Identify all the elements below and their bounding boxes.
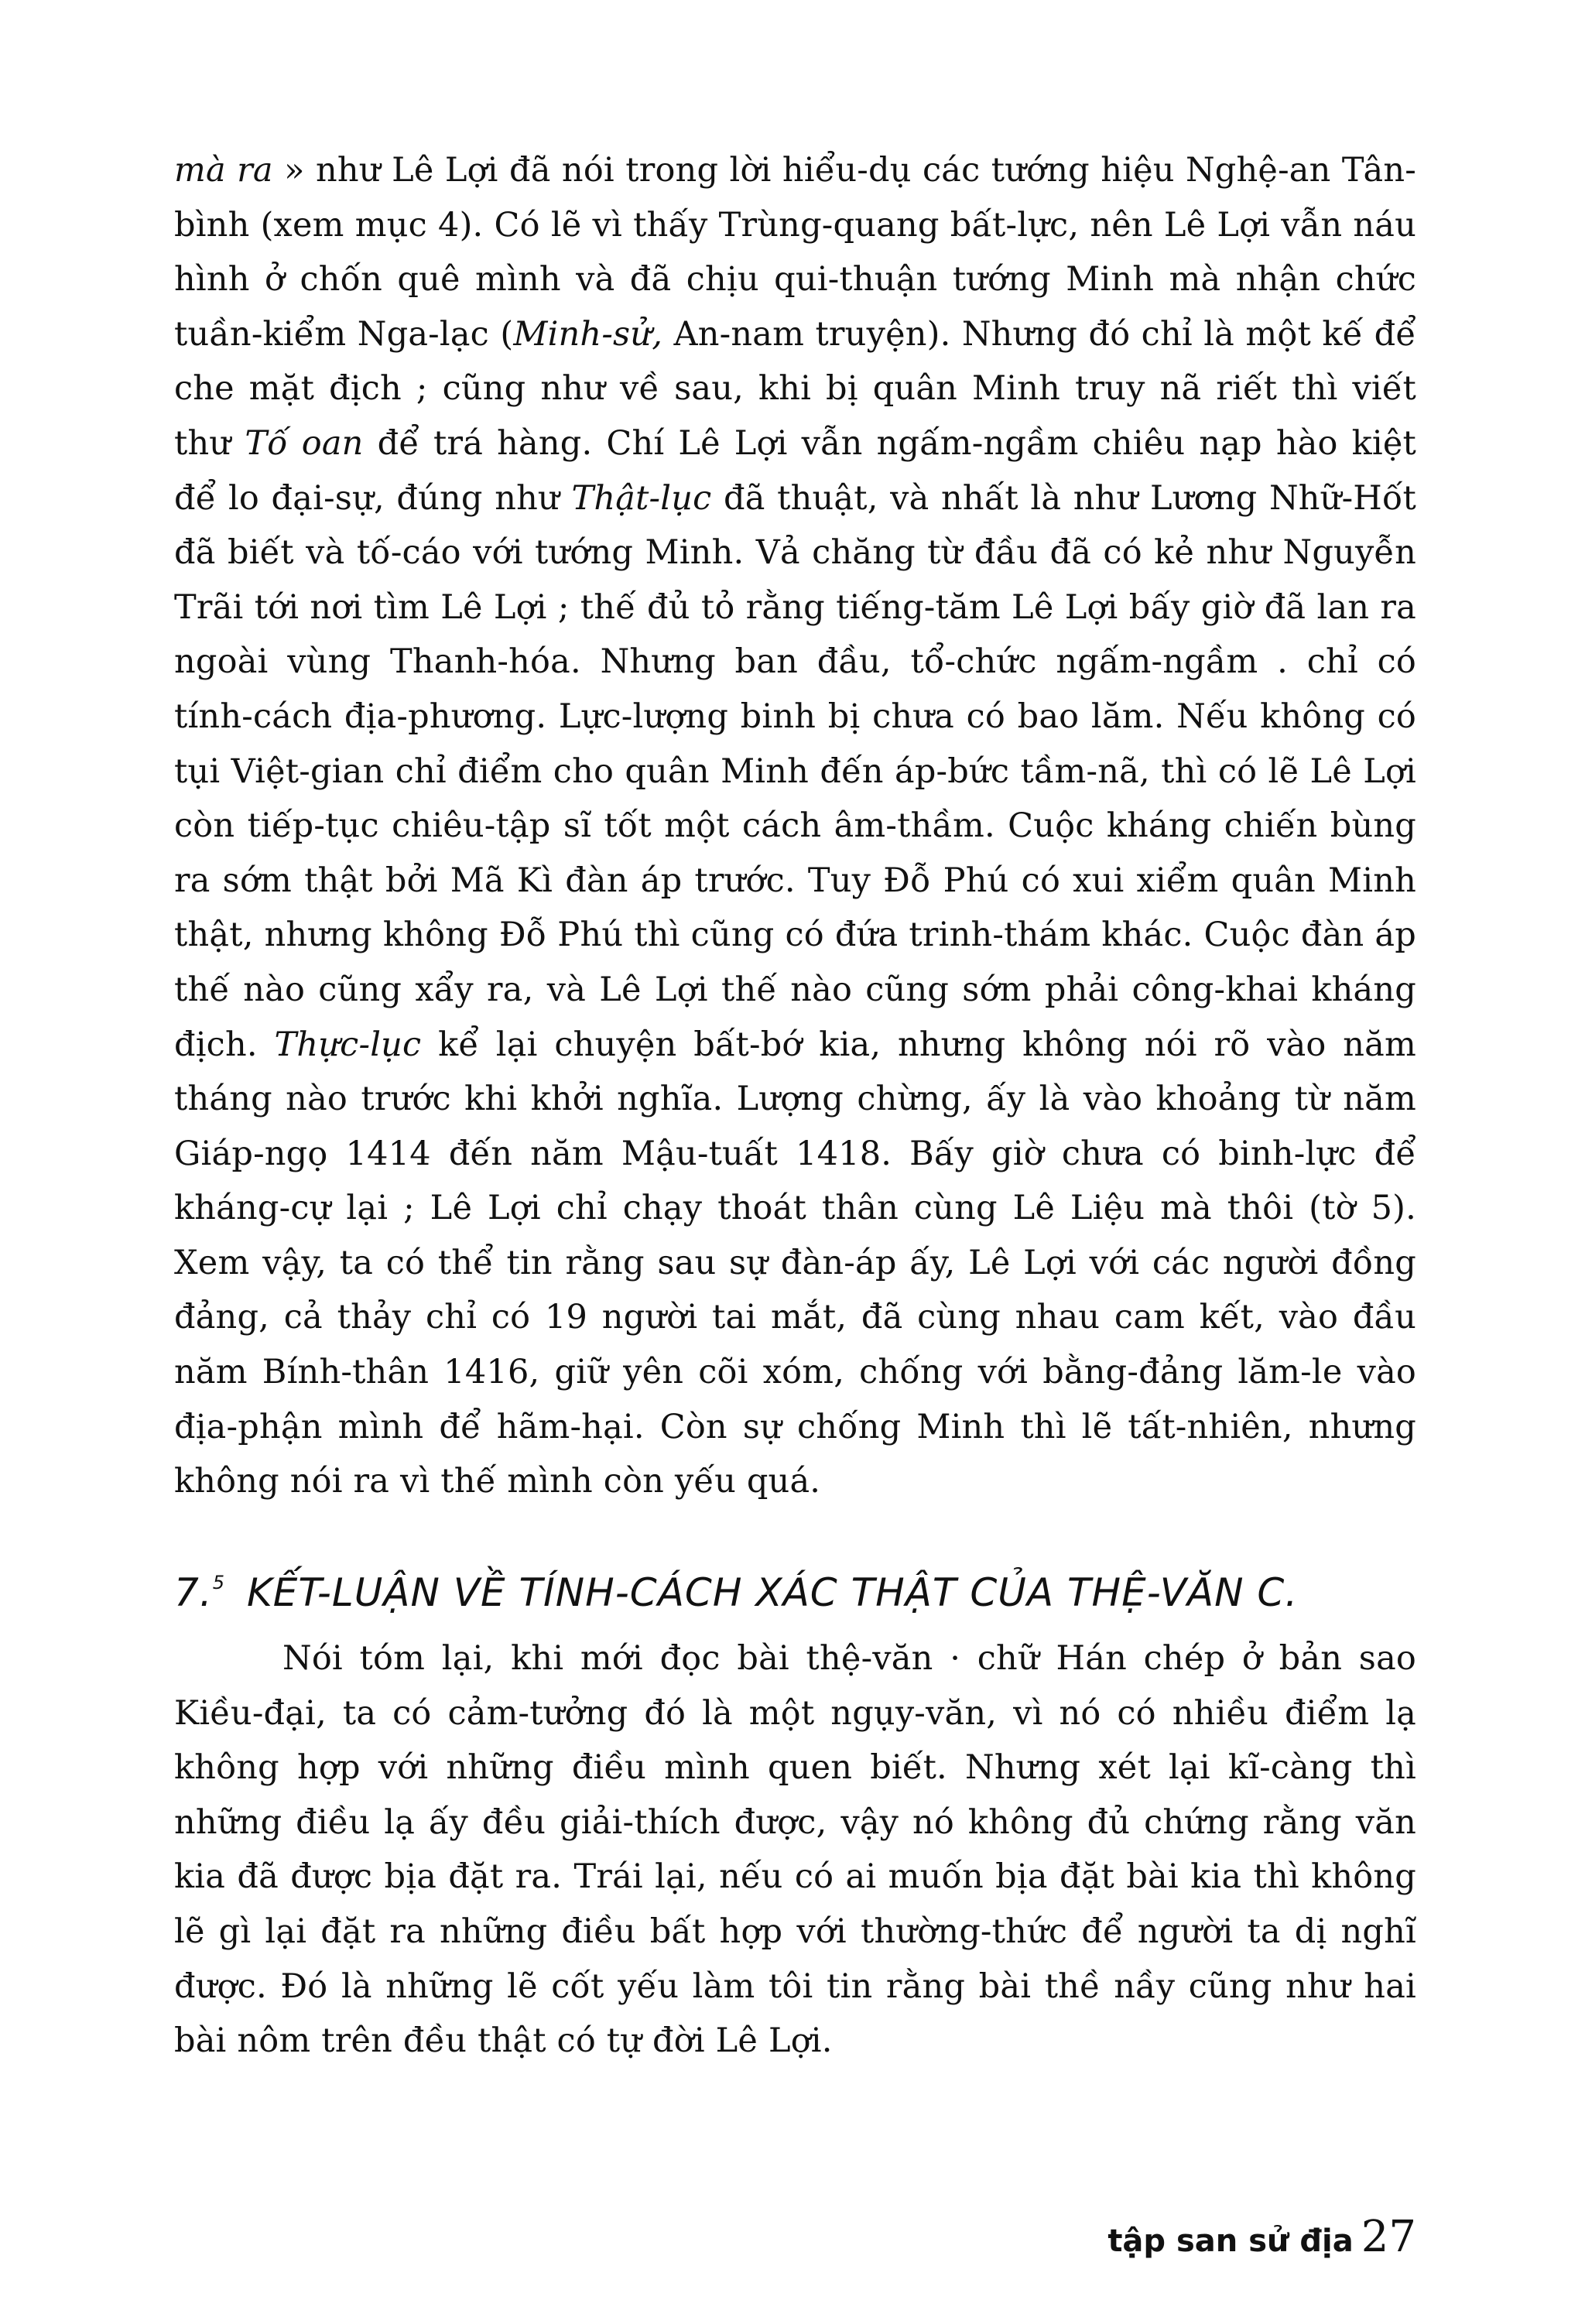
italic-title-minh-su: Minh-sử, — [513, 314, 663, 354]
section-heading — [174, 1556, 1416, 1620]
paragraph-main-text-1: » như Lê Lợi đã nói trong lời hiểu-dụ các tướng hiệu Nghệ-an Tân-bình (xem mục 4). Có lẽ vì thấy Trùng-quang bất-lực, nên Lê Lợi vẫn náu hình ở chốn quê mình và đã chịu qui-thuận tướng Minh mà nhận chức tuần-kiểm Nga-lạc ( — [174, 151, 1416, 354]
paragraph-main-text-4: đã thuật, và nhất là như Lương Nhữ-Hốt đã biết và tố-cáo với tướng Minh. Vả chăng từ đầu đã có kẻ như Nguyễn Trãi tới nơi tìm Lê Lợi ; thế đủ tỏ rằng tiếng-tăm Lê Lợi bấy giờ đã lan ra ngoài vùng Thanh-hóa. Nhưng ban đầu, tổ-chức ngấm-ngầm . chỉ có tính-cách địa-phương. Lực-lượng binh bị chưa có bao lăm. Nếu không có tụi Việt-gian chỉ điểm cho quân Minh đến áp-bức tầm-nã, thì có lẽ Lê Lợi còn tiếp-tục chiêu-tập sĩ tốt một cách âm-thầm. Cuộc kháng chiến bùng ra sớm thật bởi Mã Kì đàn áp trước. Tuy Đỗ Phú có xui xiểm quân Minh thật, nhưng không Đỗ Phú thì cũng có đứa trinh-thám khác. Cuộc đàn áp thế nào cũng xẩy ra, và Lê Lợi thế nào cũng sớm phải công-khai kháng địch. — [174, 478, 1416, 1064]
paragraph-main-text-3: để trá hàng. Chí Lê Lợi vẫn ngấm-ngầm chiêu nạp hào kiệt để lo đại-sự, đúng như — [174, 423, 1417, 518]
conclusion-block — [174, 1631, 1416, 2069]
paragraph-conclusion: Nói tóm lại, khi mới đọc bài thệ-văn · chữ Hán chép ở bản sao Kiều-đại, ta có cảm-tưởng đó là một ngụy-văn, vì nó có nhiều điểm lạ không hợp với những điều mình quen biết. Nhưng xét lại kĩ-càng thì những điều lạ ấy đều giải-thích được, vậy nó không đủ chứng rằng văn kia đã được bịa đặt ra. Trái lại, nếu có ai muốn bịa đặt bài kia thì không lẽ gì lại đặt ra những điều bất hợp với thường-thức để người ta dị nghĩ được. Đó là những lẽ cốt yếu làm tôi tin rằng bài thề nầy cũng như hai bài nôm trên đều thật có tự đời Lê Lợi. — [174, 1639, 1416, 2061]
page-number: 27 — [1361, 2212, 1416, 2262]
page-footer — [1107, 2212, 1416, 2262]
section-number: 7. — [174, 1570, 213, 1615]
italic-title-that-luc: Thật-lục — [571, 478, 712, 518]
section-superscript: 5 — [212, 1572, 225, 1593]
italic-title-to-oan: Tố oan — [245, 423, 364, 463]
paragraph-main-text-5: kể lại chuyện bất-bớ kia, nhưng không nói rõ vào năm tháng nào trước khi khởi nghĩa. Lượng chừng, ấy là vào khoảng từ năm Giáp-ngọ 1414 đến năm Mậu-tuất 1418. Bấy giờ chưa có binh-lực để kháng-cự lại ; Lê Lợi chỉ chạy thoát thân cùng Lê Liệu mà thôi (tờ 5). Xem vậy, ta có thể tin rằng sau sự đàn-áp ấy, Lê Lợi với các người đồng đảng, cả thảy chỉ có 19 người tai mắt, đã cùng nhau cam kết, vào đầu năm Bính-thân 1416, giữ yên cõi xóm, chống với bằng-đảng lăm-le vào địa-phận mình để hãm-hại. Còn sự chống Minh thì lẽ tất-nhiên, nhưng không nói ra vì thế mình còn yếu quá. — [174, 1025, 1416, 1501]
section-title: KẾT-LUẬN VỀ TÍNH-CÁCH XÁC THẬT CỦA THỆ-VĂN C. — [247, 1570, 1299, 1615]
page-body — [174, 143, 1416, 1509]
paragraph-main — [174, 143, 1416, 1509]
publication-name: tập san sử địa — [1107, 2223, 1354, 2259]
italic-phrase-ma-ra: mà ra — [174, 151, 273, 190]
italic-title-thuc-luc: Thực-lục — [274, 1025, 422, 1064]
paragraph-main-text-2: An-nam truyện). Nhưng đó chỉ là một kế để che mặt địch ; cũng như về sau, khi bị quân Minh truy nã riết thì viết thư — [174, 314, 1416, 463]
